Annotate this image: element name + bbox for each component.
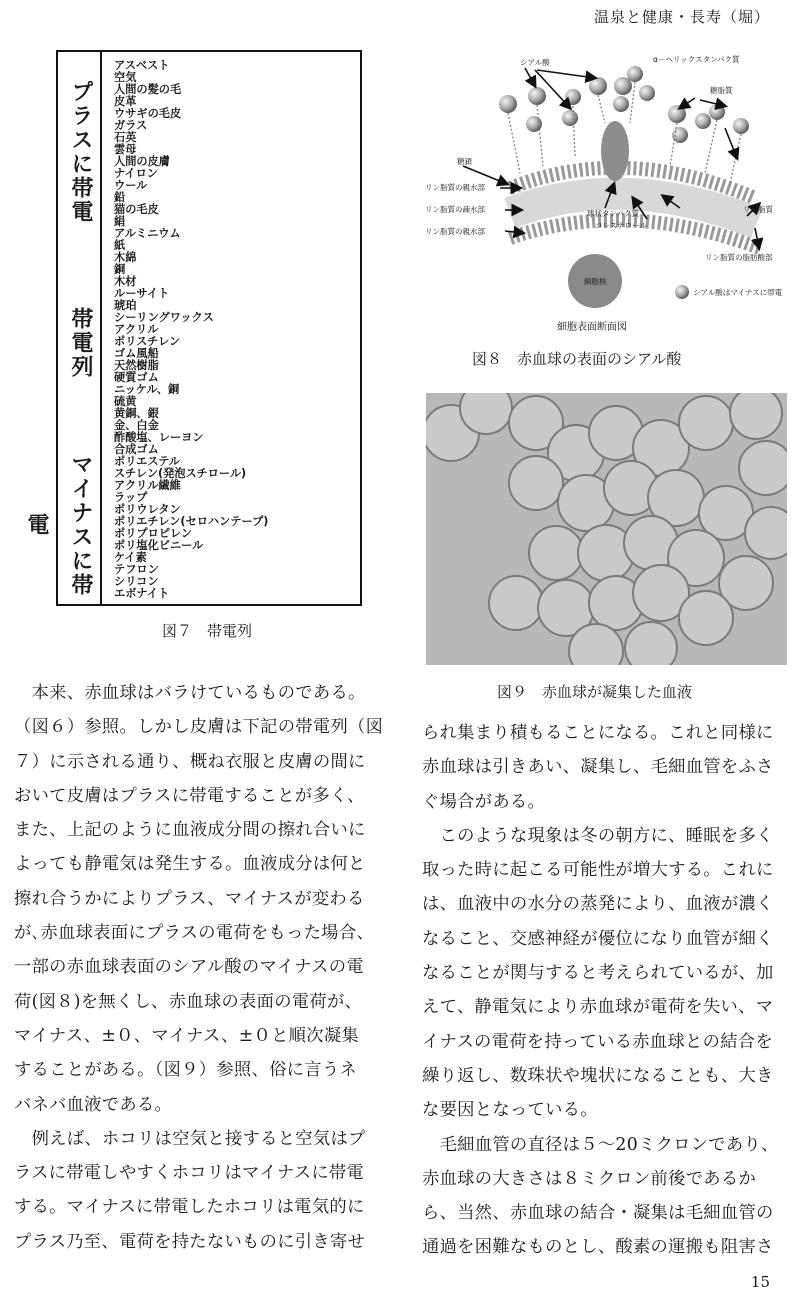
series-item: 硬質ゴム: [114, 371, 159, 384]
label-nucleus: 細胞核: [584, 277, 607, 286]
series-item: 人間の髪の毛: [114, 83, 182, 96]
series-item: アルミニウム: [114, 227, 181, 240]
series-item: ルーサイト: [114, 287, 170, 300]
series-item: 琥珀: [114, 299, 137, 312]
text-line: られ集まり積もることになる。これと同様に: [422, 723, 774, 743]
text-line: イナスの電荷を持っている赤血球との結合を: [422, 1031, 773, 1052]
series-side-labels: [24, 52, 102, 604]
series-item: シリコン: [114, 575, 159, 588]
series-item: ニッケル、銅: [114, 383, 180, 396]
series-item: ポリプロピレン: [114, 527, 193, 540]
series-item: ゴム風船: [114, 347, 159, 360]
series-item: 人間の皮膚: [114, 155, 170, 168]
label-globular: 球状タンパク質: [587, 209, 639, 218]
text-line: 一部の赤血球表面のシアル酸のマイナスの電: [14, 957, 364, 978]
blood-micrograph: [426, 393, 787, 665]
text-line: 本来、赤血球はバラけているものである。: [14, 683, 366, 703]
red-blood-cells: [426, 393, 787, 665]
series-item: 酢酸塩、レーヨン: [114, 431, 204, 444]
text-line: なることが関与すると考えられているが、加: [422, 963, 774, 984]
series-item: 硫黄: [114, 395, 137, 408]
text-line: 赤血球の大きさは８ミクロン前後であるか: [422, 1168, 757, 1189]
text-line: このような現象は冬の朝方に、睡眠を多く: [422, 825, 774, 846]
text-line: おいて皮膚はプラスに帯電することが多く、: [14, 785, 365, 806]
text-line: プラス乃至、電荷を持たないものに引き寄せ: [14, 1231, 366, 1252]
series-item: シーリングワックス: [114, 311, 214, 324]
text-line: 例えば、ホコリは空気と接すると空気はプ: [14, 1128, 366, 1149]
series-list: [114, 60, 268, 600]
label-helix: α－ヘリックスタンパク質: [653, 55, 740, 64]
text-line: 取った時に起こる可能性が増大する。これに: [422, 860, 774, 881]
legend-ball: [675, 285, 689, 299]
text-line: することがある。（図９）参照、俗に言うネ: [14, 1060, 357, 1081]
series-item: 皮革: [114, 95, 137, 108]
series-item: 雲母: [114, 143, 137, 156]
fig8-caption: 図８ 赤血球の表面のシアル酸: [472, 350, 682, 368]
series-item: 猫の毛皮: [114, 203, 159, 216]
fig9-caption: 図９ 赤血球が凝集した血液: [497, 683, 693, 701]
series-item: ポリエチレン(セロハンテープ): [114, 515, 269, 528]
text-line: ら、当然、赤血球の結合・凝集は毛細血管の: [422, 1203, 774, 1224]
series-item: ガラス: [114, 119, 148, 132]
text-line: また、上記のように血液成分間の擦れ合いに: [14, 820, 366, 841]
series-item: ポリ塩化ビニール: [114, 539, 204, 552]
page-number: 15: [750, 1273, 770, 1291]
series-item: アクリル: [114, 323, 159, 336]
series-item: ラップ: [114, 491, 148, 504]
series-item: アスベスト: [114, 59, 170, 72]
series-item: ウサギの毛皮: [114, 107, 182, 120]
text-line: よっても静電気は発生する。血液成分は何と: [14, 854, 366, 875]
series-label: 帯電列: [68, 307, 93, 379]
series-item: 木綿: [114, 251, 137, 264]
text-line: ラスに帯電しやすくホコリはマイナスに帯電: [14, 1163, 365, 1184]
text-line: ぐ場合がある。: [422, 791, 546, 812]
text-line: マイナス、±０、マイナス、±０と順次凝集: [14, 1025, 359, 1046]
label-phospholipid: リン脂質: [743, 205, 773, 214]
fig7-caption: 図７ 帯電列: [162, 622, 253, 640]
text-line: （図６）参照。しかし皮膚は下記の帯電列（図: [14, 717, 384, 738]
series-item: 黄銅、銀: [114, 407, 159, 420]
text-line: は、血液中の水分の蒸発により、血液が濃く: [422, 894, 774, 915]
series-item: ポリスチレン: [114, 335, 181, 348]
positive-charge-label: プラスに帯電: [68, 80, 93, 224]
series-item: ポリエステル: [114, 455, 181, 468]
label-cholesterol: コレステロール: [595, 221, 647, 230]
left-column-text: [14, 676, 383, 1259]
label-hydrophobic: リン脂質の疎水部: [425, 205, 485, 214]
label-hydrophilic: リン脂質の親水部: [425, 183, 485, 192]
series-item: アクリル繊維: [114, 479, 181, 492]
series-item: スチレン(発泡スチロール): [114, 467, 247, 480]
series-item: 紙: [114, 239, 126, 252]
cell-surface-diagram: [425, 48, 785, 348]
series-item: ケイ素: [114, 551, 147, 564]
text-line: 擦れ合うかによりプラス、マイナスが変わる: [14, 888, 365, 909]
lipid-bilayer: [510, 168, 760, 248]
text-line: バネバ血液である。: [14, 1094, 173, 1115]
series-item: 銅: [114, 263, 126, 276]
series-item: 鉛: [114, 191, 126, 204]
series-item: エボナイト: [114, 587, 170, 600]
label-sugar-chain: 糖鎖: [457, 157, 472, 166]
series-item: 空気: [114, 71, 137, 84]
series-item: テフロン: [114, 563, 159, 576]
text-line: 毛細血管の直径は５～20ミクロンであり、: [422, 1134, 779, 1155]
text-line: 赤血球は引きあい、凝集し、毛細血管をふさ: [422, 757, 774, 778]
label-hydrophilic-2: リン脂質の親水部: [425, 227, 485, 236]
series-item: 木材: [114, 275, 137, 288]
text-line: な要因となっている。: [422, 1100, 598, 1121]
triboelectric-series-table: [24, 50, 362, 606]
series-item: ナイロン: [114, 167, 158, 180]
label-fatty-acid: リン脂質の脂肪酸部: [705, 253, 773, 262]
label-title: 細胞表面断面図: [557, 322, 627, 333]
right-column-text: [422, 716, 779, 1265]
label-glycolipid: 糖脂質: [710, 86, 733, 95]
text-line: ７）に示される通り、概ね衣服と皮膚の間に: [14, 751, 366, 772]
text-line: する。マイナスに帯電したホコリは電気的に: [14, 1197, 365, 1218]
running-header: 温泉と健康・長寿（堀）: [593, 8, 770, 26]
label-legend: シアル酸はマイナスに帯電: [693, 288, 783, 297]
series-item: 絹: [114, 215, 126, 228]
text-line: なること、交感神経が優位になり血管が細く: [422, 928, 774, 949]
text-line: えて、静電気により赤血球が電荷を失い、マ: [422, 997, 774, 1018]
text-line: 荷(図８)を無くし、赤血球の表面の電荷が、: [14, 991, 363, 1012]
series-item: 天然樹脂: [114, 359, 159, 372]
series-item: 石英: [114, 131, 137, 144]
text-line: が､赤血球表面にプラスの電荷をもった場合、: [14, 923, 375, 944]
series-item: ポリウレタン: [114, 503, 181, 516]
series-item: 合成ゴム: [114, 443, 159, 456]
globular-protein: [601, 121, 629, 181]
text-line: 通過を困難なものとし、酸素の運搬も阻害さ: [422, 1237, 774, 1258]
text-line: 繰り返し、数珠状や塊状になることも、大き: [422, 1065, 774, 1086]
label-sialic: シアル酸: [520, 58, 550, 67]
series-item: 金、白金: [114, 419, 159, 432]
series-item: ウール: [114, 179, 148, 192]
negative-charge-label: マイナスに帯電: [24, 453, 93, 597]
